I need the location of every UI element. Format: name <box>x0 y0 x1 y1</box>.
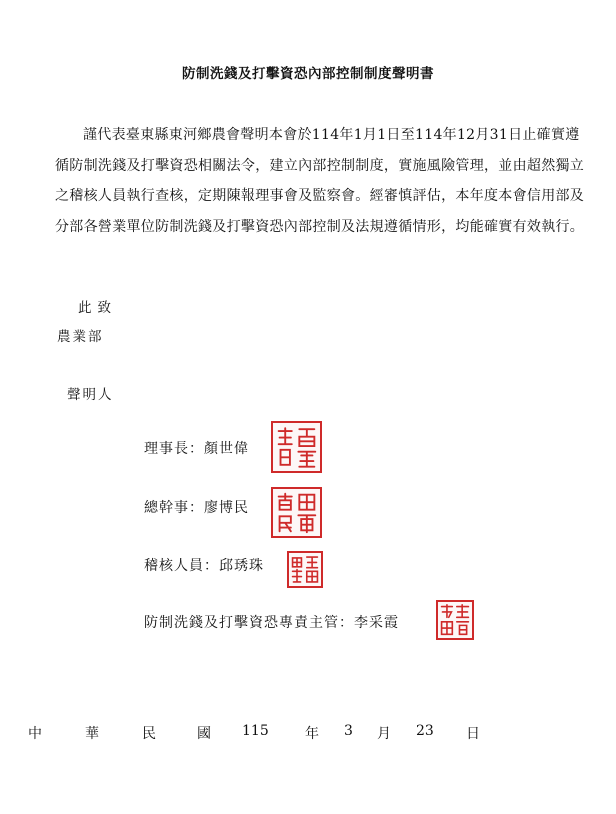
signer-aml-officer <box>144 612 399 632</box>
date-era-char: 國 <box>197 726 211 742</box>
date-day: 23 <box>416 723 434 739</box>
signer-role: 稽核人員 <box>144 558 204 574</box>
seal-glyph-strokes <box>273 423 320 471</box>
seal-glyph-strokes <box>438 602 472 638</box>
salutation: 此致 <box>78 300 117 316</box>
declaration-body: 謹代表臺東縣東河鄉農會聲明本會於114年1月1日至114年12月31日止確實遵循防制洗錢及打擊資恐相關法令，建立內部控制制度，實施風險管理，並由超然獨立之稽核人員執行查核，定期陳報理事會及監察會。經審慎評估，本年度本會信用部及分部各營業單位防制洗錢及打擊資恐內部控制及法規遵循情形，均能確實有效執行。 <box>55 127 585 235</box>
general-manager-seal <box>271 487 322 538</box>
date-year-unit: 年 <box>305 726 319 742</box>
date-day-unit: 日 <box>466 726 480 742</box>
seal-glyph-strokes <box>289 553 321 586</box>
aml-officer-seal <box>436 600 474 640</box>
declarant-label: 聲明人 <box>67 387 114 403</box>
signer-name: 顏世偉 <box>204 441 249 457</box>
date-month-unit: 月 <box>377 726 391 742</box>
chairman-seal <box>271 421 322 473</box>
signer-chairman <box>144 438 249 458</box>
signer-name: 廖博民 <box>204 500 249 516</box>
signer-separator: ： <box>189 441 204 457</box>
date-year: 115 <box>242 723 269 739</box>
signer-separator: ： <box>339 615 354 631</box>
seal-glyph-strokes <box>273 489 320 536</box>
signer-separator: ： <box>189 500 204 516</box>
date-era-char: 中 <box>28 726 42 742</box>
date-era-char: 民 <box>142 726 156 742</box>
signer-separator: ： <box>204 558 219 574</box>
signer-name: 邱琇珠 <box>219 558 264 574</box>
signer-role: 總幹事 <box>144 500 189 516</box>
signer-auditor <box>144 555 264 575</box>
document-title: 防制洗錢及打擊資恐內部控制制度聲明書 <box>182 66 434 82</box>
auditor-seal <box>287 551 323 588</box>
recipient: 農業部 <box>57 329 104 345</box>
date-era-char: 華 <box>85 726 99 742</box>
signer-role: 防制洗錢及打擊資恐專責主管 <box>144 615 339 631</box>
date-line <box>0 723 616 743</box>
signer-role: 理事長 <box>144 441 189 457</box>
signer-name: 李采霞 <box>354 615 399 631</box>
signer-general-manager <box>144 497 249 517</box>
date-month: 3 <box>344 723 353 739</box>
